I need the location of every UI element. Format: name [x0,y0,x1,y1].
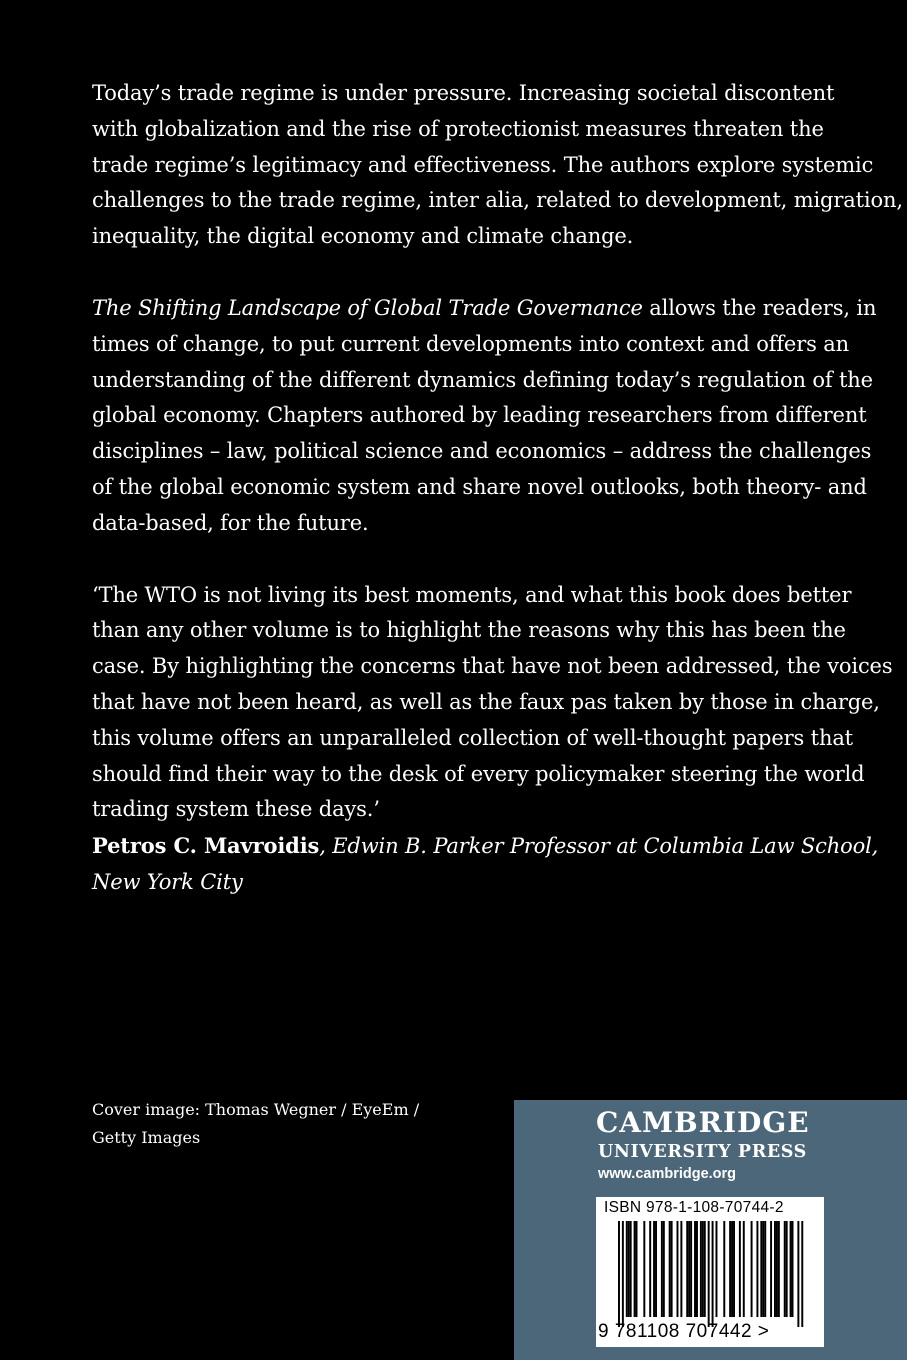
quote-affiliation: , Edwin B. Parker Professor at Columbia Law School, [319,834,879,859]
barcode-bar [729,1221,731,1317]
barcode-bar [686,1221,688,1317]
barcode-bar [731,1221,733,1317]
text-line: disciplines – law, political science and economics – address the challenges [92,439,872,464]
barcode-bar [700,1221,702,1317]
barcode-bar [669,1221,671,1317]
barcode-bar [680,1221,682,1317]
barcode-digits: 9 781108 707442 > [598,1321,770,1342]
quote-line: trading system these days.’ [92,797,380,822]
publisher-url: www.cambridge.org [598,1166,737,1182]
barcode-bar [712,1221,714,1327]
barcode-bar [760,1221,762,1317]
barcode-bar [663,1221,665,1317]
quote-line: case. By highlighting the concerns that have not been addressed, the voices [92,654,893,679]
barcode-bar [677,1221,679,1317]
barcode-bar [792,1221,794,1317]
credit-line: Cover image: Thomas Wegner / EyeEm / [92,1100,420,1119]
barcode-bar [690,1221,692,1317]
barcode-bar [751,1221,753,1317]
barcode-bars [602,1221,816,1327]
barcode-bar [801,1221,803,1327]
barcode-bar [733,1221,735,1317]
barcode-bar [696,1221,698,1317]
barcode-bar [786,1221,788,1317]
publisher-name: CAMBRIDGE [596,1106,810,1139]
barcode-bar [622,1221,624,1327]
barcode-bar [630,1221,632,1317]
text-line: Today’s trade regime is under pressure. Increasing societal discontent [92,81,835,105]
text-line: data-based, for the future. [92,510,369,535]
text-line: inequality, the digital economy and climate change. [92,224,634,249]
isbn-label: ISBN 978-1-108-70744-2 [604,1199,784,1216]
text-line: understanding of the different dynamics defining today’s regulation of the [92,367,873,392]
barcode-bar [770,1221,772,1317]
quote-line: that have not been heard, as well as the faux pas taken by those in charge, [92,689,880,714]
quote-line: than any other volume is to highlight the reasons why this has been the [92,618,846,643]
text-fragment: allows the readers, in [642,295,877,320]
text-line: challenges to the trade regime, inter alia, related to development, migration, [92,188,903,213]
description-paragraph-2 [92,291,877,542]
cover-image-credit [92,1096,419,1152]
barcode-bar [790,1221,792,1317]
barcode-bar [634,1221,636,1317]
text-line [92,291,877,327]
barcode-bar [702,1221,704,1317]
barcode-bar [649,1221,651,1317]
barcode-bar [762,1221,764,1317]
quote-line: should find their way to the desk of every policymaker steering the world [92,761,865,786]
barcode-bar [776,1221,778,1317]
barcode-bar [626,1221,628,1317]
barcode-bar [756,1221,758,1317]
quote-affiliation-location: New York City [92,869,243,894]
barcode-bar [764,1221,766,1317]
barcode-bar [708,1221,710,1327]
barcode-bar [704,1221,706,1317]
endorsement-quote [92,578,893,901]
barcode-bar [716,1221,718,1317]
barcode-bar [739,1221,741,1317]
barcode-bar [653,1221,655,1317]
barcode-bar [774,1221,776,1317]
barcode-bar [723,1221,725,1317]
text-line: with globalization and the rise of protectionist measures threaten the [92,116,824,141]
credit-line: Getty Images [92,1128,201,1147]
text-line: times of change, to put current developments into context and offers an [92,331,849,356]
isbn-barcode [596,1197,824,1347]
barcode-bar [688,1221,690,1317]
barcode-bar [655,1221,657,1317]
quote-attribution [92,828,879,865]
publisher-panel [514,1100,907,1360]
back-cover-text [92,76,903,937]
barcode-bar [661,1221,663,1317]
barcode-bar [784,1221,786,1317]
barcode-bar [636,1221,638,1317]
barcode-bar [643,1221,645,1317]
barcode-bar [778,1221,780,1317]
barcode-bar [797,1221,799,1327]
barcode-bar [628,1221,630,1317]
quote-line: ‘The WTO is not living its best moments, and what this book does better [92,582,852,607]
text-line: global economy. Chapters authored by leading researchers from different [92,403,867,428]
description-paragraph-1 [92,76,903,255]
text-line: trade regime’s legitimacy and effectiveness. The authors explore systemic [92,152,874,177]
barcode-bar [694,1221,696,1317]
book-title: The Shifting Landscape of Global Trade Governance [92,295,643,320]
quote-author: Petros C. Mavroidis [92,833,320,859]
barcode-bar [743,1221,745,1317]
quote-line: this volume offers an unparalleled collection of well-thought papers that [92,725,853,750]
barcode-bar [618,1221,620,1327]
barcode-bar [671,1221,673,1317]
text-line: of the global economic system and share novel outlooks, both theory- and [92,474,867,499]
publisher-subtitle: UNIVERSITY PRESS [598,1142,807,1162]
